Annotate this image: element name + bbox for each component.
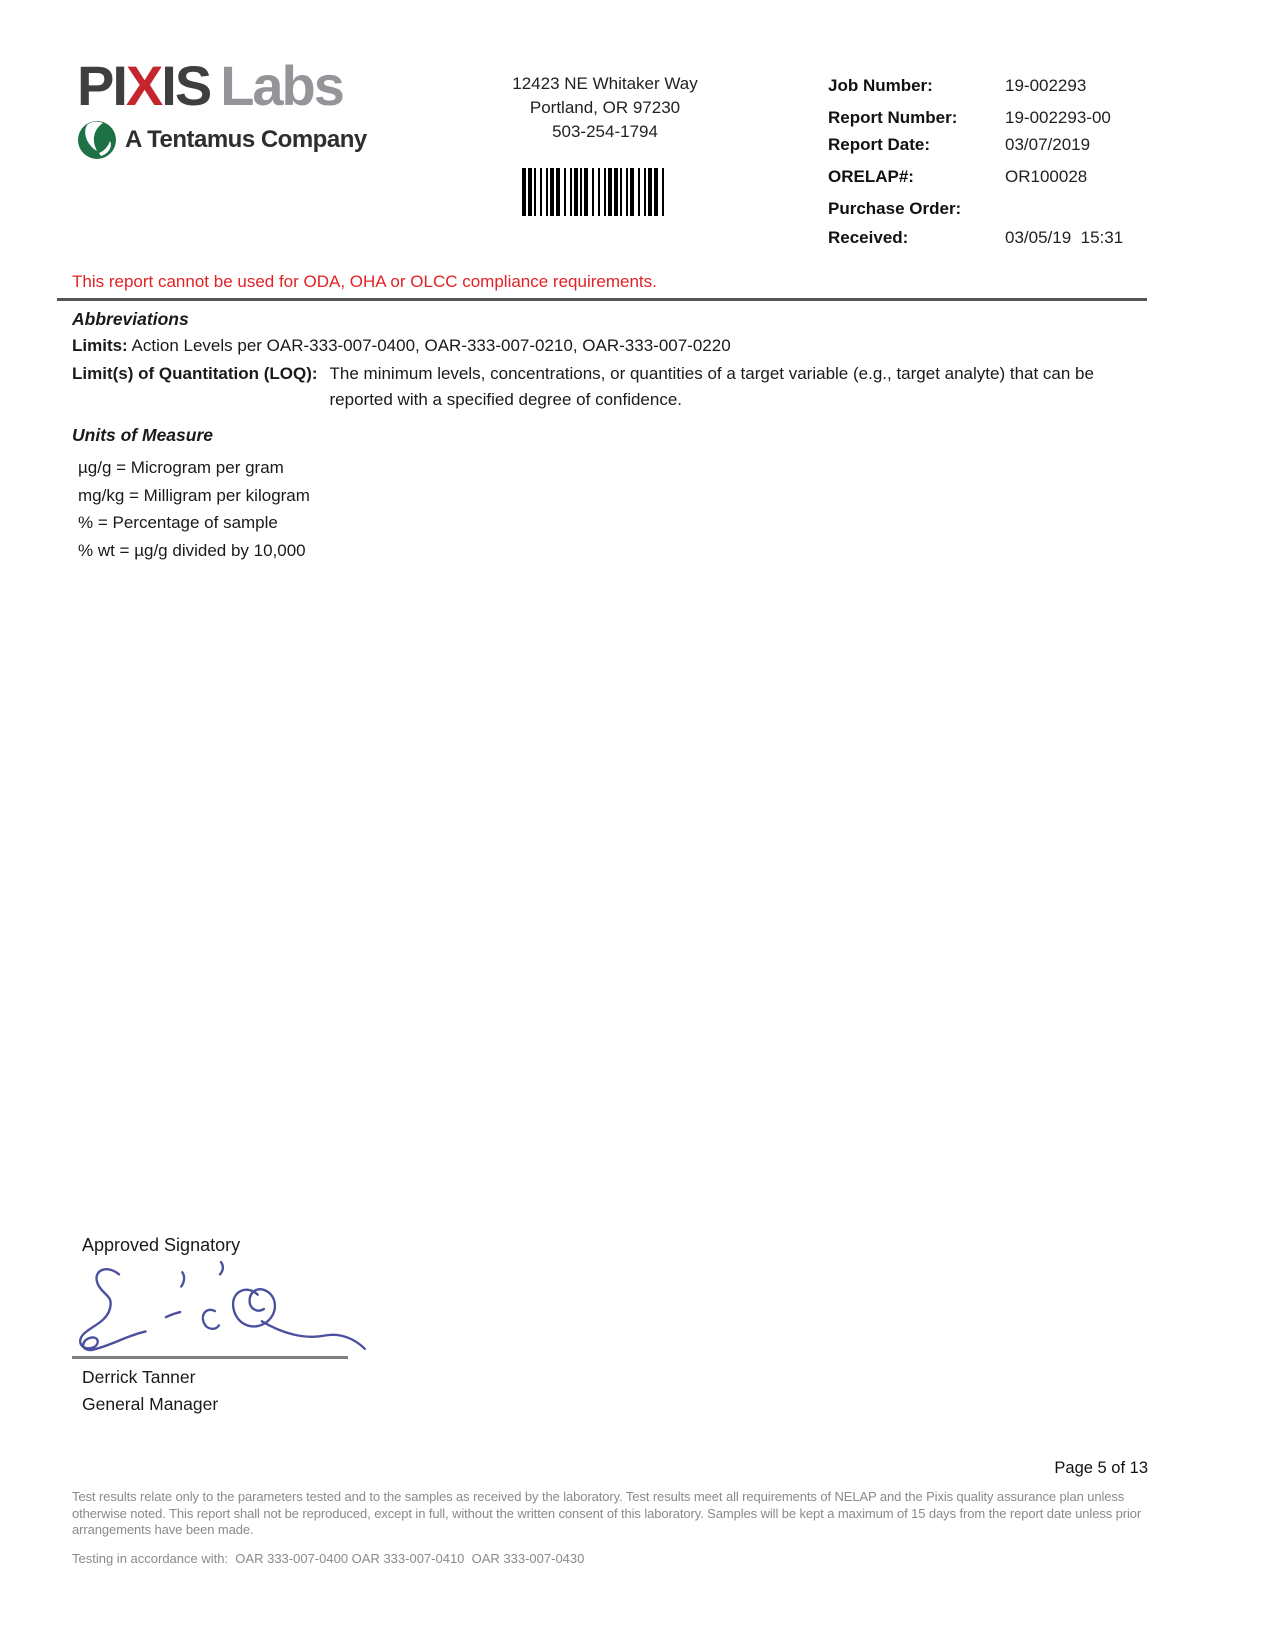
meta-label: Job Number:	[828, 76, 933, 95]
meta-value: 03/07/2019	[1005, 135, 1091, 154]
meta-row-received	[828, 228, 1168, 250]
barcode	[522, 168, 664, 216]
logo-text-labs: Labs	[220, 54, 343, 117]
logo-text-pi: PI	[77, 54, 126, 117]
signatory-title: General Manager	[82, 1394, 219, 1414]
unit-item-percent-wt: % wt = µg/g divided by 10,000	[78, 540, 306, 560]
meta-value: 03/05/19 15:31	[1005, 228, 1124, 247]
pixis-labs-logo	[77, 54, 367, 160]
meta-row-report-number	[828, 108, 1168, 130]
meta-value: OR100028	[1005, 167, 1088, 186]
loq-definition	[72, 361, 1162, 413]
meta-label: ORELAP#:	[828, 167, 914, 186]
limits-label: Limits:	[72, 336, 128, 355]
unit-item-percent: % = Percentage of sample	[78, 513, 278, 532]
signature-scrawl	[66, 1258, 376, 1360]
page-indicator: Page 5 of 13	[1054, 1459, 1148, 1477]
meta-value: 19-002293-00	[1005, 108, 1111, 127]
signatory-name: Derrick Tanner	[82, 1367, 196, 1387]
meta-row-purchase-order	[828, 199, 1168, 221]
meta-label: Report Number:	[828, 108, 958, 127]
meta-value: 19-002293	[1005, 76, 1087, 95]
meta-row-job-number	[828, 76, 1168, 98]
logo-text-is: IS	[161, 54, 211, 117]
address-line-3: 503-254-1794	[552, 122, 658, 141]
meta-label: Received:	[828, 228, 909, 247]
limits-definition	[72, 336, 731, 356]
meta-row-report-date	[828, 135, 1168, 157]
horizontal-rule	[57, 298, 1147, 301]
units-list	[78, 454, 310, 564]
loq-label: Limit(s) of Quantitation (LOQ):	[72, 364, 318, 383]
address-line-1: 12423 NE Whitaker Way	[512, 74, 698, 93]
footer-disclaimer: Test results relate only to the parameters tested and to the samples as received by the laboratory. Test results meet all requirements of NELAP and the Pixis quality assurance plan unless otherwise noted. This report shall not be reproduced, except in full, without the written consent of this laboratory. Samples will be kept a maximum of 15 days from the report date unless prior arrangements have been made.	[72, 1489, 1142, 1537]
limits-text: Action Levels per OAR-333-007-0400, OAR-333-007-0210, OAR-333-007-0220	[131, 336, 731, 355]
lab-address	[455, 72, 755, 144]
logo-wordmark	[77, 54, 367, 117]
address-line-2: Portland, OR 97230	[529, 98, 681, 117]
unit-item-mgkg: mg/kg = Milligram per kilogram	[78, 485, 310, 505]
logo-text-x: X	[125, 54, 162, 117]
meta-row-orelap	[828, 167, 1168, 189]
meta-label: Report Date:	[828, 135, 931, 154]
abbreviations-heading: Abbreviations	[72, 309, 189, 329]
unit-item-ugg: µg/g = Microgram per gram	[78, 458, 284, 477]
units-heading: Units of Measure	[72, 425, 213, 445]
tentamus-leaf-icon	[77, 120, 117, 160]
testing-accordance: Testing in accordance with: OAR 333-007-0400 OAR 333-007-0410 OAR 333-007-0430	[72, 1551, 585, 1566]
meta-label: Purchase Order:	[828, 199, 962, 218]
approved-signatory-label: Approved Signatory	[82, 1235, 241, 1255]
logo-tagline: A Tentamus Company	[125, 126, 367, 153]
compliance-notice: This report cannot be used for ODA, OHA or OLCC compliance requirements.	[72, 272, 657, 291]
loq-text: The minimum levels, concentrations, or quantities of a target variable (e.g., target analyte) that can be reported with a specified degree of confidence.	[329, 364, 1094, 409]
signature-line	[72, 1356, 348, 1359]
